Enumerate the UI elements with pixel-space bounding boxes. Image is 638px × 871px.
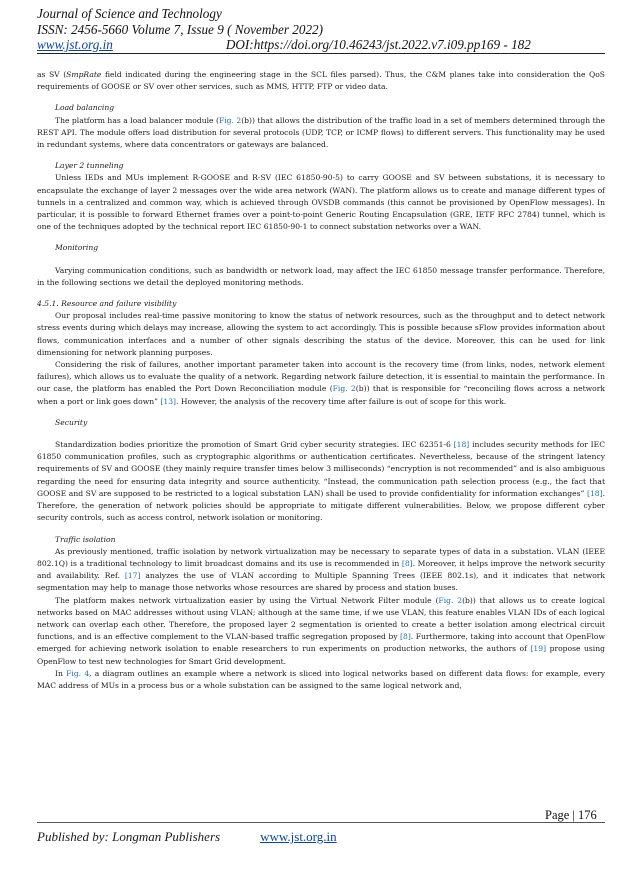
paragraph-security bbox=[37, 439, 605, 524]
heading-resource-failure-visibility: 4.5.1. Resource and failure visibility bbox=[37, 299, 177, 309]
journal-issn: ISSN: 2456-5660 Volume 7, Issue 9 ( November 2022) bbox=[37, 21, 324, 37]
page-footer bbox=[37, 829, 605, 845]
header-divider bbox=[37, 53, 605, 54]
paragraph-sv-qos bbox=[37, 69, 605, 93]
heading-security: Security bbox=[55, 417, 88, 427]
citation-link[interactable]: [8] bbox=[401, 558, 413, 568]
citation-link[interactable]: Fig. 2 bbox=[438, 595, 463, 605]
text-run: field indicated during the engineering stage in the SCL files parsed). Thus, the C&M planes take into consideration the QoS requirements of GOOSE or SV over other services, such as MMS, HTTP, FTP or video data. bbox=[37, 70, 606, 92]
text-run: Standardization bodies prioritize the promotion of Smart Grid cyber security strategies. IEC 62351-6 bbox=[55, 440, 454, 450]
citation-link[interactable]: [13] bbox=[160, 396, 176, 406]
footer-url-link[interactable]: www.jst.org.in bbox=[260, 829, 337, 844]
text-run: Varying communication conditions, such as bandwidth or network load, may affect the IEC 61850 message transfer performance. Therefore, in the following sections we detail the deployed monitoring methods. bbox=[37, 265, 605, 287]
paragraph-traffic-isolation-fig4 bbox=[37, 668, 605, 692]
article-body bbox=[37, 69, 605, 692]
text-run: (b)) that is responsible for “reconciling flows across a network when a port or link goes down” bbox=[37, 384, 605, 406]
page-number: Page | 176 bbox=[545, 808, 597, 822]
text-run: (b)) that allows us to create logical networks based on MAC addresses without using VLAN; although at the same time, if we use VLAN, this feature enables VLAN IDs of each logical network can overlap each other. Therefore, the proposed layer 2 segmentation is oriented to create a better isolation among electrical circuit functions, and is an effective complement to the VLAN-based traffic segregation proposed by bbox=[37, 595, 606, 642]
heading-monitoring: Monitoring bbox=[55, 243, 99, 253]
text-run: (b)) that allows the distribution of the traffic load in a set of members determined through the REST API. The module offers load distribution for several protocols (UDP, TCP, or ICMP flows) to different servers. This functionality may be used in redundant systems, where data concentrators or gateways are balanced. bbox=[37, 115, 606, 150]
citation-link[interactable]: Fig. 2 bbox=[332, 384, 356, 394]
text-run: . Moreover, it helps improve the network security and availability. Ref. bbox=[37, 558, 605, 581]
text-run: propose using OpenFlow to test new technologies for Smart Grid development. bbox=[37, 644, 605, 666]
citation-link[interactable]: [18] bbox=[453, 440, 470, 450]
text-run: In bbox=[55, 668, 67, 678]
text-run: Unless IEDs and MUs implement R-GOOSE and R-SV (IEC 61850-90-5) to carry GOOSE and SV between substations, it is necessary to encapsulate the exchange of layer 2 messages over the wide area network (WAN). The platform allows us to create and manage different types of tunnels in a centralized and common way, which is achieved through OVSDB commands (this cannot be provisioned by OpenFlow messages). In particular, it is possible to forward Ethernet frames over a point-to-point Generic Routing Encapsulation (GRE, IETF RFC 2784) tunnel, which is one of the techniques adopted by the technical report IEC 61850-90-1 to connect substation networks over a WAN. bbox=[37, 173, 605, 232]
heading-load-balancing: Load balancing bbox=[55, 103, 115, 113]
citation-link[interactable]: [18] bbox=[586, 488, 603, 498]
text-run: The platform makes network virtualization easier by using the Virtual Network Filter module ( bbox=[55, 595, 439, 605]
citation-link[interactable]: Fig. 2 bbox=[218, 115, 242, 125]
heading-traffic-isolation: Traffic isolation bbox=[55, 534, 116, 544]
text-run: as SV ( bbox=[37, 70, 67, 79]
text-run: As previously mentioned, traffic isolation by network virtualization may be necessary to separate types of data in a substation. VLAN (IEEE 802.1Q) is a traditional technology to limit broadcast domains and its use is recommended in bbox=[37, 546, 605, 568]
italic-term: SmpRate bbox=[66, 70, 102, 79]
text-run: , a diagram outlines an example where a network is sliced into logical networks based on different data flows: for example, every MAC address of MUs in a process bus or a whole substation can be assigned to the same logical network and, bbox=[37, 668, 606, 690]
citation-link[interactable]: [8] bbox=[400, 632, 411, 642]
journal-url-link[interactable]: www.jst.org.in bbox=[37, 37, 113, 52]
footer-divider bbox=[37, 822, 605, 823]
text-run: Our proposal includes real-time passive monitoring to know the status of network resources, such as the throughput and to detect network stress events during which delays may increase, allowing the system to act accordingly. This is possible because sFlow provides information about flows, communication interfaces and a number of other signals describing the status of the device. Moreover, this can be used for link dimensioning for network planning purposes. bbox=[37, 311, 605, 357]
paragraph-recovery-time bbox=[37, 359, 605, 408]
heading-layer2-tunneling: Layer 2 tunneling bbox=[55, 161, 124, 171]
text-run: Considering the risk of failures, another important parameter taken into account is the recovery time (from links, nodes, network element failures), which allows us to evaluate the quality of a network. Regarding network failure detection, it is essential to maintain the performance. In our case, the platform has enabled the Port Down Reconciliation module ( bbox=[37, 360, 605, 394]
paragraph-traffic-isolation-vnf bbox=[37, 595, 605, 668]
paragraph-monitoring bbox=[37, 265, 605, 289]
paragraph-resource-visibility bbox=[37, 310, 605, 359]
paragraph-load-balancing bbox=[37, 115, 605, 152]
text-run: . However, the analysis of the recovery time after failure is out of scope for this work. bbox=[176, 396, 507, 406]
journal-doi: DOI:https://doi.org/10.46243/jst.2022.v7.i09.pp169 - 182 bbox=[225, 37, 531, 52]
text-run: includes security methods for IEC 61850 communication profiles, such as cryptographic algorithms or authentication certificates. Nevertheless, because of the stringent latency requirements of SV and GOOSE (they mainly require transfer times below 3 milliseconds) “encryption is not recommended” and is also ambiguous regarding the need for ensuring data integrity and source authenticity. “Instead, the communication path selection process (e.g., the fact that GOOSE and SV are supposed to be restricted to a logical substation LAN) shall be used to provide confidentiality for information exchanges” bbox=[37, 440, 606, 498]
text-run: . Therefore, the generation of network policies should be appropriate to mitigate different vulnerabilities. Below, we propose different cyber security controls, such as access control, network isolation or monitoring. bbox=[37, 488, 605, 523]
paragraph-traffic-isolation-vlan bbox=[37, 546, 605, 595]
publisher-name: Published by: Longman Publishers bbox=[37, 829, 221, 844]
text-run: analyzes the use of VLAN according to Multiple Spanning Trees (IEEE 802.1s), and it indicates that network segmentation may help to manage those networks whose resources are shared by process and station buses. bbox=[37, 571, 605, 593]
citation-link[interactable]: [17] bbox=[124, 571, 141, 581]
citation-link[interactable]: Fig. 4 bbox=[66, 668, 90, 678]
journal-title: Journal of Science and Technology bbox=[37, 6, 222, 21]
paragraph-layer2-tunneling bbox=[37, 172, 605, 233]
text-run: The platform has a load balancer module ( bbox=[55, 115, 219, 125]
journal-header bbox=[37, 6, 605, 53]
citation-link[interactable]: [19] bbox=[530, 644, 547, 654]
text-run: . Furthermore, taking into account that OpenFlow emerged for achieving network isolation to enable researchers to run experiments on production networks, the authors of bbox=[37, 632, 605, 654]
